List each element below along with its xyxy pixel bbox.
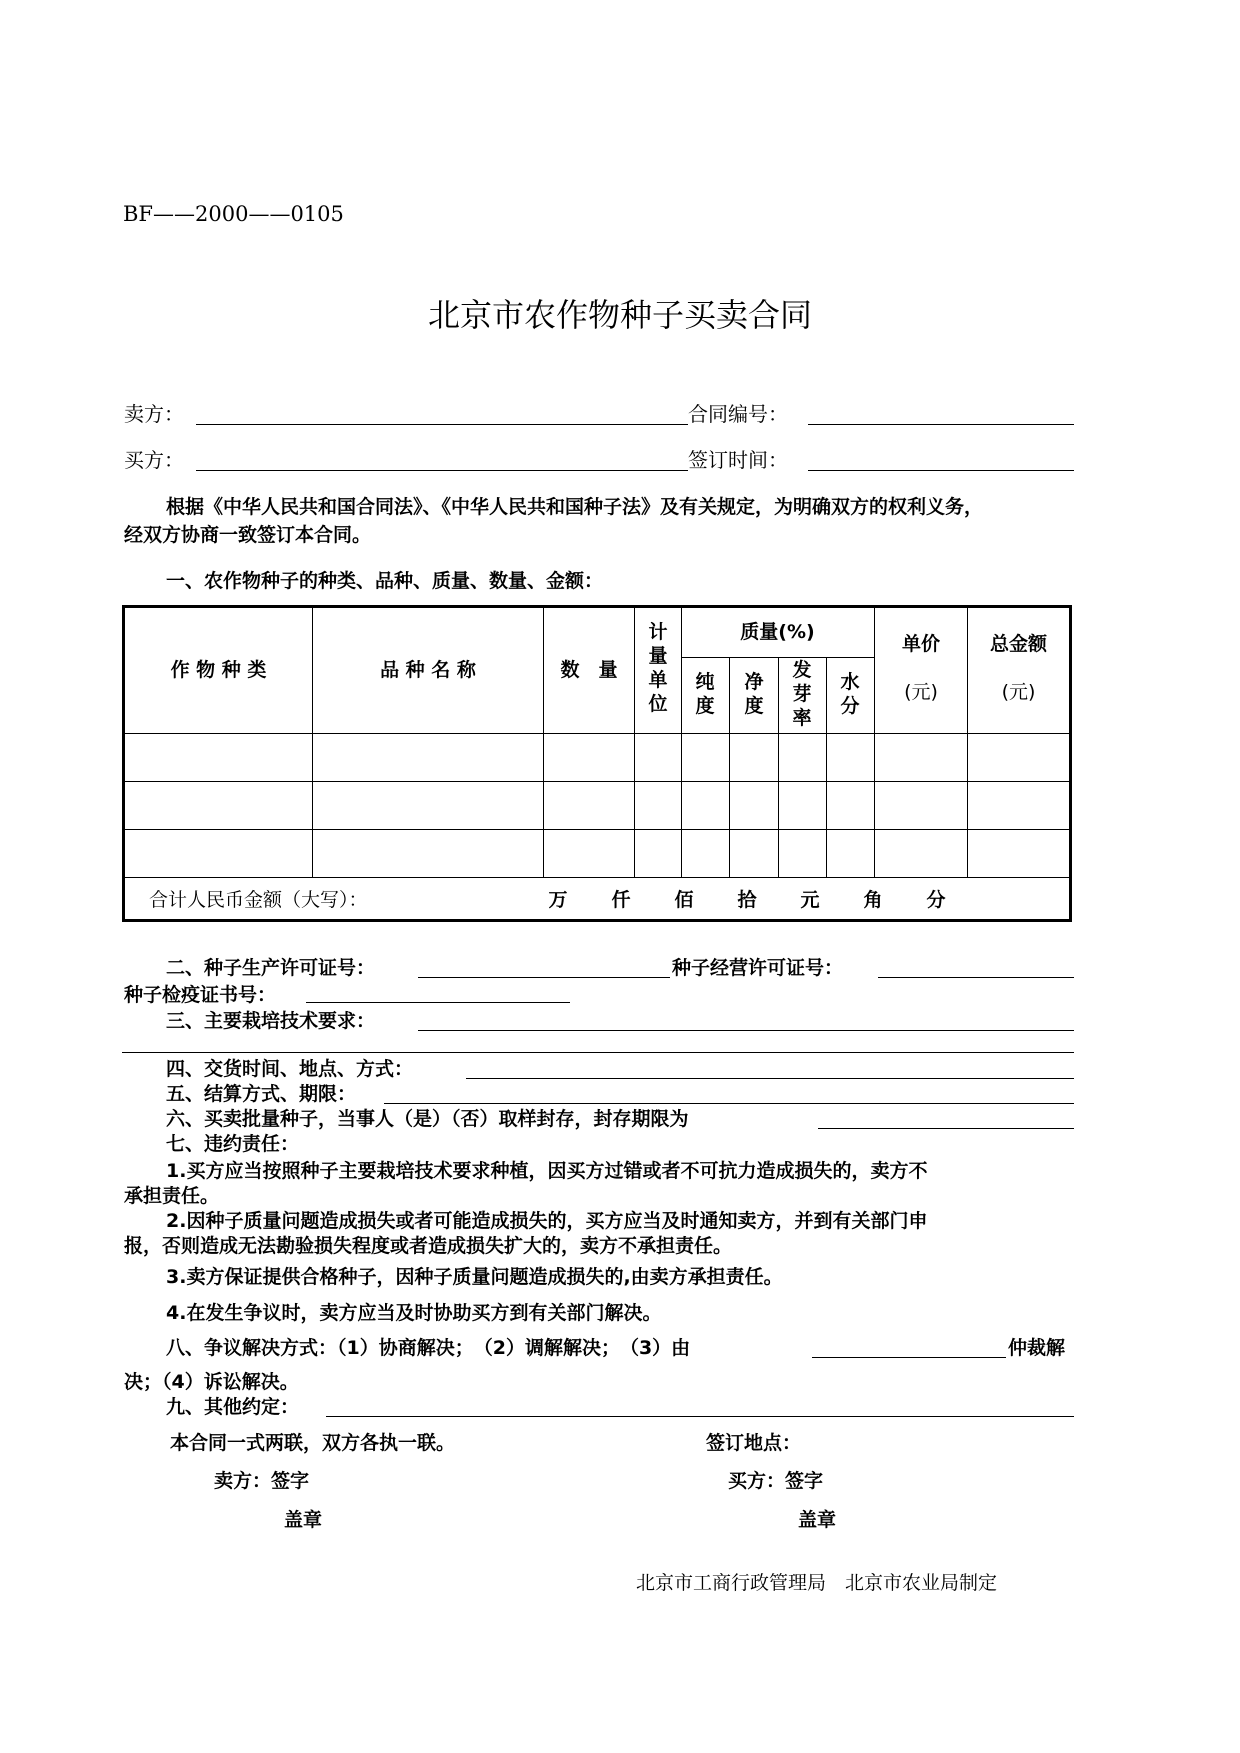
clause-7-2-line-1: 2.因种子质量问题造成损失或者可能造成损失的，买方应当及时通知卖方，并到有关部门申: [166, 1210, 928, 1232]
quarantine-cert-label: 种子检疫证书号：: [124, 984, 277, 1006]
delivery-field[interactable]: [466, 1078, 1074, 1079]
total-unit-yuan: 元: [800, 889, 820, 911]
section-8-line-1-end: 仲裁解: [1008, 1337, 1066, 1359]
document-code: BF——2000——0105: [123, 202, 344, 226]
buyer-label: 买方：: [124, 448, 184, 472]
table-divider: [312, 608, 313, 878]
table-divider: [543, 608, 544, 878]
table-divider: [125, 733, 1069, 734]
col-quality: 质量(%): [740, 621, 815, 643]
table-divider: [125, 877, 1069, 878]
seller-seal-label: 盖章: [284, 1509, 323, 1531]
table-divider: [826, 657, 827, 878]
sign-date-label: 签订时间：: [688, 448, 788, 472]
cultivation-field-2[interactable]: [122, 1052, 1074, 1053]
business-license-field[interactable]: [878, 977, 1074, 978]
total-unit-fen: 分: [926, 889, 946, 911]
sign-place-label: 签订地点：: [706, 1432, 802, 1454]
col-total: 总金额: [989, 633, 1047, 655]
table-divider: [729, 657, 730, 878]
col-germination: 发芽率: [792, 659, 812, 729]
contract-no-field[interactable]: [808, 424, 1074, 425]
col-cleanliness: 净度: [744, 671, 764, 717]
total-unit-jiao: 角: [863, 889, 883, 911]
col-unit-price: 单价: [901, 633, 940, 655]
section-3-label: 三、主要栽培技术要求：: [166, 1010, 376, 1032]
cultivation-field[interactable]: [418, 1030, 1074, 1031]
preamble-line-2: 经双方协商一致签订本合同。: [124, 524, 372, 546]
total-unit-shi: 拾: [737, 889, 757, 911]
page-title: 北京市农作物种子买卖合同: [427, 296, 812, 334]
col-unit-price-unit: (元): [904, 681, 938, 703]
total-unit-bai: 佰: [674, 889, 694, 911]
clause-7-1-line-1: 1.买方应当按照种子主要栽培技术要求种植，因买方过错或者不可抗力造成损失的，卖方不: [166, 1160, 928, 1182]
seed-table: [122, 605, 1072, 922]
seller-label: 卖方：: [124, 402, 184, 426]
issuer-footer: 北京市工商行政管理局 北京市农业局制定: [636, 1572, 998, 1594]
section-9-label: 九、其他约定：: [166, 1396, 300, 1418]
clause-7-3: 3.卖方保证提供合格种子，因种子质量问题造成损失的,由卖方承担责任。: [166, 1266, 783, 1288]
col-quantity: 数 量: [560, 659, 618, 681]
production-license-label: 二、种子生产许可证号：: [166, 957, 376, 979]
sealing-period-field[interactable]: [818, 1128, 1074, 1129]
clause-7-2-line-2: 报，否则造成无法勘验损失程度或者造成损失扩大的，卖方不承担责任。: [124, 1235, 733, 1257]
table-divider: [778, 657, 779, 878]
section-8-line-2: 决；（4）诉讼解决。: [124, 1371, 299, 1393]
section-1-heading: 一、农作物种子的种类、品种、质量、数量、金额：: [166, 570, 604, 592]
total-unit-wan: 万: [548, 889, 568, 911]
section-6-label: 六、买卖批量种子，当事人（是）（否）取样封存，封存期限为: [166, 1108, 689, 1130]
table-divider: [125, 781, 1069, 782]
production-license-field[interactable]: [418, 977, 670, 978]
col-total-unit: (元): [1001, 681, 1036, 703]
clause-7-4: 4.在发生争议时，卖方应当及时协助买方到有关部门解决。: [166, 1302, 662, 1324]
col-crop-type: 作 物 种 类: [170, 659, 267, 681]
seller-field[interactable]: [196, 424, 688, 425]
preamble-line-1: 根据《中华人民共和国合同法》、《中华人民共和国种子法》及有关规定，为明确双方的权利义务，: [166, 496, 984, 518]
arbitration-field[interactable]: [812, 1357, 1006, 1358]
table-divider: [125, 829, 1069, 830]
total-unit-qian: 仟: [611, 889, 631, 911]
sign-date-field[interactable]: [808, 470, 1074, 471]
col-variety-name: 品 种 名 称: [380, 659, 476, 681]
buyer-field[interactable]: [196, 470, 688, 471]
table-divider: [681, 608, 682, 878]
copies-note: 本合同一式两联，双方各执一联。: [170, 1432, 456, 1454]
section-4-label: 四、交货时间、地点、方式：: [166, 1058, 414, 1080]
total-label: 合计人民币金额（大写）：: [149, 889, 368, 911]
col-unit: 计量单位: [648, 621, 668, 715]
col-moisture: 水分: [840, 671, 860, 717]
quarantine-cert-field[interactable]: [306, 1002, 570, 1003]
section-5-label: 五、结算方式、期限：: [166, 1083, 357, 1105]
contract-no-label: 合同编号：: [688, 402, 788, 426]
seller-signature-label: 卖方：签字: [214, 1470, 310, 1492]
section-8-line-1: 八、争议解决方式：（1）协商解决； （2）调解解决； （3）由: [166, 1337, 691, 1359]
table-divider: [681, 657, 874, 658]
buyer-signature-label: 买方：签字: [728, 1470, 824, 1492]
table-divider: [634, 608, 635, 878]
business-license-label: 种子经营许可证号：: [672, 957, 844, 979]
section-7-heading: 七、违约责任：: [166, 1133, 300, 1155]
other-terms-field[interactable]: [326, 1416, 1074, 1417]
col-purity: 纯度: [695, 671, 715, 717]
clause-7-1-line-2: 承担责任。: [124, 1185, 220, 1207]
buyer-seal-label: 盖章: [798, 1509, 837, 1531]
